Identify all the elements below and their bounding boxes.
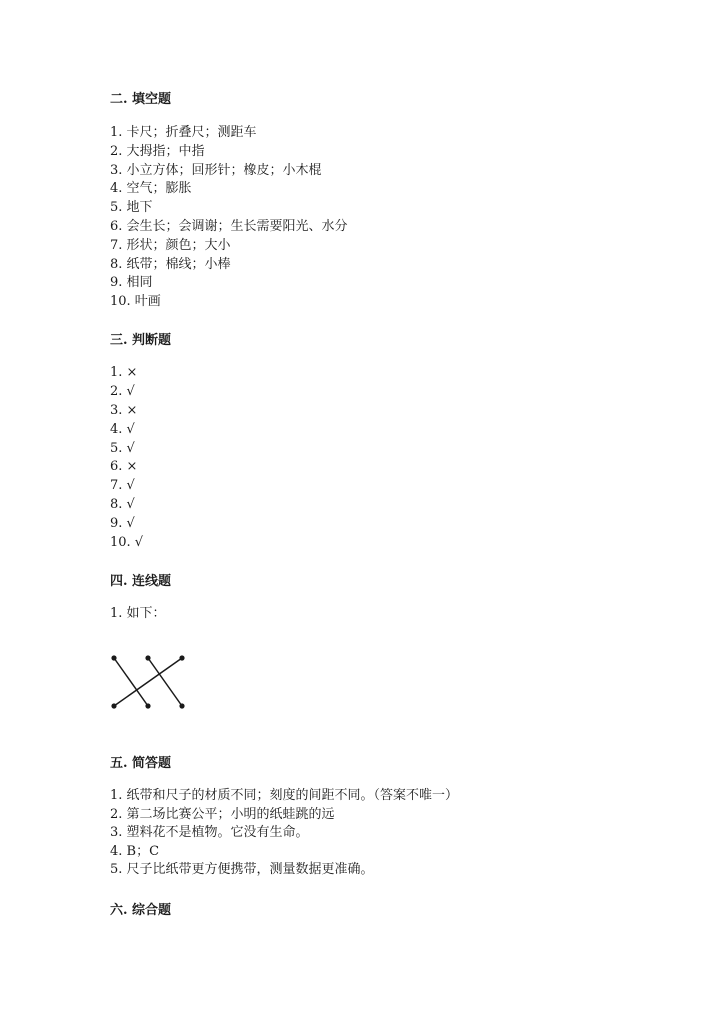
connector-line xyxy=(114,658,148,706)
section-title-judge: 三. 判断题 xyxy=(110,333,172,348)
list-item: 2. 第二场比赛公平；小明的纸蛙跳的远 xyxy=(110,806,335,822)
section-title-comprehensive: 六. 综合题 xyxy=(110,903,172,918)
section-title-short: 五. 简答题 xyxy=(110,756,172,771)
list-item: 8. 纸带；棉线；小棒 xyxy=(110,256,231,272)
list-item: 10. √ xyxy=(110,535,144,551)
list-item: 1. × xyxy=(110,365,138,380)
list-item: 1. 卡尺；折叠尺；测距车 xyxy=(110,125,257,140)
list-item: 4. √ xyxy=(110,421,135,437)
bottom-middle-dot xyxy=(145,703,150,708)
list-item: 5. 地下 xyxy=(110,200,153,216)
judge-answer-list xyxy=(110,364,143,553)
list-item: 9. √ xyxy=(110,516,135,532)
connector-line xyxy=(148,658,182,706)
top-left-dot xyxy=(111,655,116,660)
list-item: 5. 尺子比纸带更方便携带，测量数据更准确。 xyxy=(110,862,374,877)
list-item: 4. B；C xyxy=(110,843,160,859)
list-item: 2. √ xyxy=(110,383,135,399)
list-item: 1. 如下： xyxy=(110,606,166,621)
list-item: 3. 塑料花不是植物。它没有生命。 xyxy=(110,825,309,840)
list-item: 3. 小立方体；回形针；橡皮；小木棍 xyxy=(110,162,322,178)
list-item: 5. √ xyxy=(110,440,135,456)
list-item: 3. × xyxy=(110,402,138,418)
list-item: 6. × xyxy=(110,459,138,475)
connector-line xyxy=(114,658,182,706)
list-item: 9. 相同 xyxy=(110,275,153,291)
list-item: 6. 会生长；会调谢；生长需要阳光、水分 xyxy=(110,218,348,234)
matching-lines-diagram xyxy=(106,650,190,714)
section-title-fill: 二. 填空题 xyxy=(110,92,172,107)
list-item: 7. 形状；颜色；大小 xyxy=(110,237,231,253)
bottom-left-dot xyxy=(111,703,116,708)
short-answer-list xyxy=(110,787,458,880)
list-item: 7. √ xyxy=(110,478,135,494)
top-right-dot xyxy=(179,655,184,660)
top-middle-dot xyxy=(145,655,150,660)
connect-answer-list xyxy=(110,605,166,624)
list-item: 10. 叶画 xyxy=(110,294,161,310)
fill-answer-list xyxy=(110,124,348,312)
bottom-right-dot xyxy=(179,703,184,708)
list-item: 4. 空气；膨胀 xyxy=(110,181,192,197)
section-title-connect: 四. 连线题 xyxy=(110,574,172,589)
list-item: 8. √ xyxy=(110,497,135,513)
list-item: 2. 大拇指；中指 xyxy=(110,143,205,159)
list-item: 1. 纸带和尺子的材质不同；刻度的间距不同。（答案不唯一） xyxy=(110,788,459,803)
